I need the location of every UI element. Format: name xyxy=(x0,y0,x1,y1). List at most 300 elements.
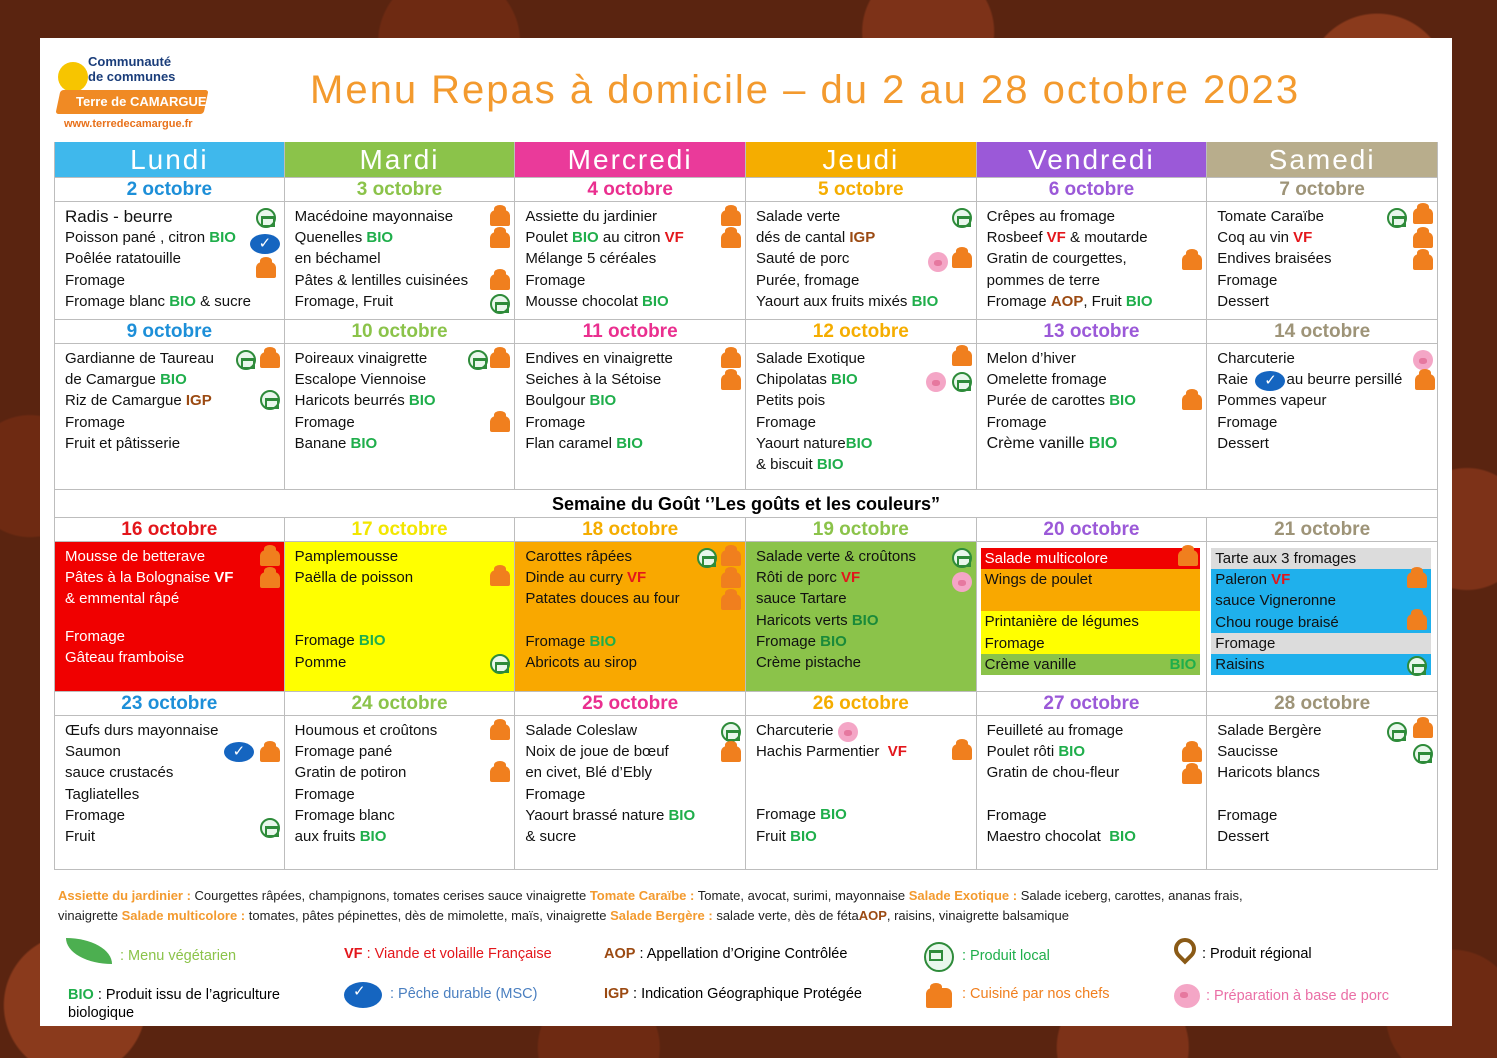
dish-text: Fromage xyxy=(986,292,1047,310)
chef-hat-icon xyxy=(721,550,741,566)
chef-hat-icon xyxy=(490,724,510,740)
legend-porc: : Préparation à base de porc xyxy=(1206,988,1389,1004)
dish xyxy=(987,390,1199,411)
menu-cell-17-oct xyxy=(285,542,516,692)
logo-url: www.terredecamargue.fr xyxy=(64,118,193,130)
date: 20 octobre xyxy=(977,518,1208,542)
date-row-1 xyxy=(54,178,1438,202)
date: 3 octobre xyxy=(285,178,516,202)
bio-tag: BIO xyxy=(911,292,939,310)
bio-tag: BIO xyxy=(366,229,394,247)
dish xyxy=(1217,227,1429,248)
bio-tag: BIO xyxy=(1109,827,1136,845)
bio-tag: BIO xyxy=(616,434,643,452)
day-jeudi: Jeudi xyxy=(746,142,977,178)
menu-row-2 xyxy=(54,344,1438,490)
vf-text: : Viande et volaille Française xyxy=(366,946,552,962)
legend-chef: : Cuisiné par nos chefs xyxy=(962,986,1110,1002)
menu-grid xyxy=(54,142,1438,870)
dish: Melon d’hiver xyxy=(986,350,1076,367)
bio-tag: BIO xyxy=(350,434,378,452)
dish-text: Rosbeef xyxy=(986,229,1043,247)
date: 12 octobre xyxy=(746,320,977,344)
chef-hat-icon xyxy=(1182,768,1202,784)
dish: Pâtes & lentilles cuisinées xyxy=(294,271,469,289)
basket-icon xyxy=(924,942,954,972)
date: 6 octobre xyxy=(977,178,1208,202)
chef-hat-icon xyxy=(260,572,280,588)
date: 25 octobre xyxy=(515,692,746,716)
bio-tag: BIO xyxy=(816,456,844,474)
dish: Gratin de courgettes, xyxy=(986,250,1127,268)
dish: Gratin de chou-fleur xyxy=(986,764,1120,782)
bio-tag: BIO xyxy=(572,229,599,247)
sun-icon xyxy=(58,62,88,92)
date: 28 octobre xyxy=(1207,692,1438,716)
dish: Printanière de légumes xyxy=(981,611,1201,632)
dish-text: Fromage xyxy=(525,632,586,650)
dish-text: Yaourt aux fruits mixés xyxy=(755,292,908,310)
basket-icon xyxy=(260,390,280,410)
dish: Pommes vapeur xyxy=(1217,392,1327,410)
def-text: tomates, pâtes pépinettes, dès de mimolette, maïs, vinaigrette xyxy=(248,908,607,923)
basket-icon xyxy=(697,548,717,568)
basket-icon xyxy=(1387,208,1407,228)
dish-spacer xyxy=(756,783,968,804)
dish: Fromage xyxy=(986,413,1047,431)
date: 14 octobre xyxy=(1207,320,1438,344)
leaf-icon xyxy=(66,938,112,964)
menu-sheet xyxy=(40,38,1452,1026)
dish: Charcuterie xyxy=(755,722,834,739)
menu-cell-14-oct xyxy=(1207,344,1438,490)
chef-hat-icon xyxy=(490,232,510,248)
dish xyxy=(756,631,968,652)
recipe-definitions xyxy=(58,886,1438,926)
dish: Endives en vinaigrette xyxy=(525,350,673,367)
dish: Carottes râpées xyxy=(525,548,633,565)
bio-tag: BIO xyxy=(820,632,847,650)
dish: Crêpes au fromage xyxy=(986,208,1116,225)
dish: Salade Exotique xyxy=(755,350,866,367)
dish-text: Haricots verts xyxy=(755,611,848,629)
dish xyxy=(295,390,507,411)
dish-text: au citron xyxy=(602,229,661,247)
chef-hat-icon xyxy=(260,352,280,368)
dish: Fruit xyxy=(65,828,95,846)
dish xyxy=(756,741,968,762)
menu-cell-20-oct xyxy=(977,542,1208,692)
dish: Fromage xyxy=(1211,633,1431,654)
vf-tag: VF xyxy=(1293,229,1313,247)
date: 10 octobre xyxy=(285,320,516,344)
dish: sauce crustacés xyxy=(65,764,174,782)
semaine-du-gout-banner: Semaine du Goût ‘’Les goûts et les couleurs” xyxy=(54,490,1438,518)
menu-cell-6-oct xyxy=(977,202,1208,320)
aop-code: AOP xyxy=(604,946,636,962)
bio-tag: BIO xyxy=(160,371,187,389)
bio-code: BIO xyxy=(68,987,94,1003)
dish: Salade Bergère xyxy=(1217,722,1322,739)
bio-tag: BIO xyxy=(668,806,696,824)
dish-spacer xyxy=(987,784,1199,805)
chef-hat-icon xyxy=(1182,746,1202,762)
dish-text: & sucre xyxy=(200,292,251,310)
menu-cell-16-oct xyxy=(54,542,285,692)
chef-hat-icon xyxy=(260,746,280,762)
dish xyxy=(756,454,968,475)
dish-text: Fromage xyxy=(755,806,816,824)
dish: Mousse de betterave xyxy=(65,548,206,565)
menu-cell-28-oct xyxy=(1207,716,1438,870)
dish xyxy=(295,227,507,248)
chef-hat-icon xyxy=(721,232,741,248)
dish-text: Hachis Parmentier xyxy=(755,743,880,761)
dish-text: Fromage blanc xyxy=(65,292,166,310)
menu-cell-12-oct xyxy=(746,344,977,490)
chef-hat-icon xyxy=(490,210,510,226)
dish xyxy=(987,227,1199,248)
bio-tag: BIO xyxy=(408,392,436,410)
date: 13 octobre xyxy=(977,320,1208,344)
dish: Fromage xyxy=(1217,413,1278,431)
menu-cell-7-oct xyxy=(1207,202,1438,320)
basket-icon xyxy=(260,818,280,838)
chef-hat-icon xyxy=(1413,232,1433,248)
date: 5 octobre xyxy=(746,178,977,202)
vf-tag: VF xyxy=(841,569,861,587)
dish xyxy=(525,390,737,411)
dish: Fromage xyxy=(525,271,586,289)
dish: & emmental râpé xyxy=(65,590,180,608)
dish: Fromage xyxy=(65,271,126,289)
dish-text: Mousse chocolat xyxy=(525,292,638,310)
dish: Saucisse xyxy=(1217,743,1279,761)
dish-spacer xyxy=(1217,784,1429,805)
dish: Endives braisées xyxy=(1217,250,1332,268)
bio-tag: BIO xyxy=(1109,392,1136,410)
basket-icon xyxy=(1407,656,1427,676)
pig-icon xyxy=(838,722,858,742)
dish-text: Fruit xyxy=(755,827,786,845)
bio-tag: BIO xyxy=(1169,655,1197,673)
dish xyxy=(525,567,737,588)
menu-row-4 xyxy=(54,716,1438,870)
date-row-3 xyxy=(54,518,1438,542)
page-title: Menu Repas à domicile – du 2 au 28 octobre 2023 xyxy=(310,68,1301,112)
bio-tag: BIO xyxy=(589,392,617,410)
chef-hat-icon xyxy=(490,352,510,368)
dish: Raisins xyxy=(1211,654,1431,675)
bio-tag: BIO xyxy=(642,292,669,310)
dish-text: Boulgour xyxy=(525,392,586,410)
msc-fish-icon xyxy=(250,234,280,254)
dish-text: & biscuit xyxy=(755,456,813,474)
dish: Salade multicolore xyxy=(981,548,1201,569)
basket-icon xyxy=(952,548,972,568)
dish xyxy=(295,433,507,454)
dish: Crème pistache xyxy=(755,654,862,672)
dish: sauce Vigneronne xyxy=(1211,590,1431,611)
chef-hat-icon xyxy=(721,210,741,226)
dish xyxy=(295,630,507,651)
dish xyxy=(525,631,737,652)
dish xyxy=(981,654,1201,675)
dish: Petits pois xyxy=(755,392,826,410)
dish xyxy=(525,291,737,312)
logo-brand: Terre de CAMARGUE xyxy=(76,94,207,109)
dish: Omelette fromage xyxy=(986,371,1107,389)
legend-vf xyxy=(344,946,552,962)
chef-hat-icon xyxy=(721,572,741,588)
bio-tag: BIO xyxy=(845,434,873,452)
dish xyxy=(65,390,276,411)
dish: Œufs durs mayonnaise xyxy=(65,722,219,739)
chef-hat-icon xyxy=(1178,550,1198,566)
date-row-4 xyxy=(54,692,1438,716)
aop-tag: AOP xyxy=(1050,292,1084,310)
dish: Dessert xyxy=(1217,827,1269,845)
dish-text: , Fruit xyxy=(1083,292,1122,310)
dish: Purée, fromage xyxy=(755,271,860,289)
menu-cell-26-oct xyxy=(746,716,977,870)
dish xyxy=(987,741,1199,762)
chef-hat-icon xyxy=(1415,374,1435,390)
chef-hat-icon xyxy=(1407,572,1427,588)
basket-icon xyxy=(952,208,972,228)
dish: Seiches à la Sétoise xyxy=(525,371,662,389)
day-samedi: Samedi xyxy=(1207,142,1438,178)
dish: Paëlla de poisson xyxy=(294,569,414,587)
dish-text: Riz de Camargue xyxy=(65,392,182,410)
dish xyxy=(525,805,737,826)
pig-icon xyxy=(1174,984,1200,1008)
dish: Saumon xyxy=(65,743,121,761)
dish: Gâteau framboise xyxy=(65,648,185,666)
vf-tag: VF xyxy=(664,229,684,247)
legend-aop xyxy=(604,946,847,962)
basket-icon xyxy=(256,208,276,228)
dish-text: dés de cantal xyxy=(755,229,846,247)
dish-text: Poisson pané , citron xyxy=(65,229,206,247)
menu-cell-27-oct xyxy=(977,716,1208,870)
bio-text: : Produit issu de l’agriculture xyxy=(97,987,280,1003)
dish xyxy=(65,227,276,248)
bio-tag: BIO xyxy=(1088,434,1118,452)
dish-text: Purée de carottes xyxy=(986,392,1106,410)
dish xyxy=(1217,369,1429,390)
menu-cell-13-oct xyxy=(977,344,1208,490)
basket-icon xyxy=(1387,722,1407,742)
basket-icon xyxy=(490,654,510,674)
dish-text: Maestro chocolat xyxy=(986,827,1101,845)
def-label: Salade multicolore : xyxy=(121,908,246,923)
dish-text: Chipolatas xyxy=(755,371,827,389)
day-mercredi: Mercredi xyxy=(515,142,746,178)
dish: & sucre xyxy=(525,828,577,846)
menu-cell-25-oct xyxy=(515,716,746,870)
dish: Fromage xyxy=(294,785,355,803)
basket-icon xyxy=(721,722,741,742)
dish-text: Banane xyxy=(294,434,347,452)
dish: Charcuterie xyxy=(1217,350,1295,367)
dish: Fromage xyxy=(65,627,126,645)
dish: Salade Coleslaw xyxy=(525,722,638,739)
day-mardi: Mardi xyxy=(285,142,516,178)
menu-cell-2-oct xyxy=(54,202,285,320)
dish: en civet, Blé d’Ebly xyxy=(525,764,653,782)
dish: Abricots au sirop xyxy=(525,653,638,671)
igp-tag: IGP xyxy=(849,229,876,247)
dish-text: Quenelles xyxy=(294,229,363,247)
chef-hat-icon xyxy=(1413,208,1433,224)
dish xyxy=(987,291,1199,312)
dish: sauce Tartare xyxy=(755,590,847,608)
basket-icon xyxy=(490,294,510,314)
date: 17 octobre xyxy=(285,518,516,542)
chef-hat-icon xyxy=(1182,254,1202,270)
basket-icon xyxy=(468,350,488,370)
menu-cell-21-oct xyxy=(1207,542,1438,692)
date: 23 octobre xyxy=(54,692,285,716)
dish: Escalope Viennoise xyxy=(294,371,427,389)
date-row-2 xyxy=(54,320,1438,344)
basket-icon xyxy=(236,350,256,370)
msc-fish-icon xyxy=(344,982,382,1008)
dish: Fromage blanc xyxy=(294,806,395,824)
dish xyxy=(295,826,507,847)
date: 11 octobre xyxy=(515,320,746,344)
def-text: Salade iceberg, carottes, ananas frais, xyxy=(1020,888,1243,903)
dish: Fromage xyxy=(294,413,355,431)
dish xyxy=(65,291,276,312)
dish: Fromage xyxy=(525,413,586,431)
bio-tag: BIO xyxy=(1125,292,1153,310)
aop-tag: AOP xyxy=(858,908,887,923)
igp-text: : Indication Géographique Protégée xyxy=(633,986,862,1002)
dish-text: Coq au vin xyxy=(1217,229,1289,247)
dish: Fruit et pâtisserie xyxy=(65,434,181,452)
dish: Tomate Caraïbe xyxy=(1217,208,1325,225)
dish: Fromage xyxy=(65,413,126,431)
menu-cell-18-oct xyxy=(515,542,746,692)
dish: Dessert xyxy=(1217,434,1269,452)
dish xyxy=(987,433,1199,454)
chef-hat-icon xyxy=(256,262,276,278)
dish-text: Fromage xyxy=(755,632,816,650)
dish: Gardianne de Taureau xyxy=(65,350,215,367)
menu-cell-9-oct xyxy=(54,344,285,490)
menu-cell-19-oct xyxy=(746,542,977,692)
dish xyxy=(65,567,276,588)
legend-regional: : Produit régional xyxy=(1202,946,1312,962)
bio-tag: BIO xyxy=(1058,743,1086,761)
chef-hat-icon xyxy=(260,550,280,566)
dish: Feuilleté au fromage xyxy=(986,722,1124,739)
bio-tag: BIO xyxy=(790,827,817,845)
menu-row-3 xyxy=(54,542,1438,692)
dish-text: aux fruits xyxy=(294,828,356,846)
dish: Fromage xyxy=(65,806,126,824)
date: 7 octobre xyxy=(1207,178,1438,202)
dish: Radis - beurre xyxy=(65,207,173,226)
dish-text: Paleron xyxy=(1215,571,1267,589)
dish xyxy=(65,369,276,390)
dish xyxy=(756,804,968,825)
menu-cell-5-oct xyxy=(746,202,977,320)
chef-hat-icon xyxy=(1182,394,1202,410)
def-text: vinaigrette xyxy=(58,908,118,923)
dish xyxy=(756,826,968,847)
dish: Haricots blancs xyxy=(1217,764,1320,782)
menu-cell-11-oct xyxy=(515,344,746,490)
dish: Poireaux vinaigrette xyxy=(294,350,428,367)
menu-row-1 xyxy=(54,202,1438,320)
legend-igp xyxy=(604,986,862,1002)
date: 26 octobre xyxy=(746,692,977,716)
menu-cell-10-oct xyxy=(285,344,516,490)
date: 16 octobre xyxy=(54,518,285,542)
day-lundi: Lundi xyxy=(54,142,285,178)
dish-text: Poulet xyxy=(525,229,568,247)
dish: Fromage xyxy=(1217,271,1278,289)
date: 19 octobre xyxy=(746,518,977,542)
dish-text: Yaourt brassé nature xyxy=(525,806,665,824)
bio-tag: BIO xyxy=(851,611,879,629)
dish-text: Dinde au curry xyxy=(525,569,623,587)
bio-tag: BIO xyxy=(589,632,617,650)
logo xyxy=(54,52,224,136)
chef-hat-icon xyxy=(1413,722,1433,738)
dish-text: Haricots beurrés xyxy=(294,392,405,410)
basket-icon xyxy=(1413,744,1433,764)
def-text: , raisins, vinaigrette balsamique xyxy=(886,908,1069,923)
vf-tag: VF xyxy=(627,569,647,587)
dish: Sauté de porc xyxy=(755,250,850,268)
dish: Salade verte xyxy=(755,208,841,225)
dish: Poêlée ratatouille xyxy=(65,250,181,268)
dish-text: Flan caramel xyxy=(525,434,613,452)
dish-text: au beurre persillé xyxy=(1286,371,1403,389)
dish xyxy=(525,433,737,454)
date: 27 octobre xyxy=(977,692,1208,716)
def-text: salade verte, dès de féta xyxy=(716,908,859,923)
dish: Pomme xyxy=(294,653,347,671)
dish: Tagliatelles xyxy=(65,785,140,803)
pig-icon xyxy=(926,372,946,392)
legend-veg: : Menu végétarien xyxy=(120,948,237,964)
date: 9 octobre xyxy=(54,320,285,344)
basket-icon xyxy=(952,372,972,392)
dish-text: Raie xyxy=(1217,371,1249,389)
chef-hat-icon xyxy=(926,988,952,1008)
dish-text: Crème vanille xyxy=(984,655,1077,673)
aop-text: : Appellation d’Origine Contrôlée xyxy=(639,946,848,962)
vf-code: VF xyxy=(344,946,363,962)
logo-line-1: Communauté xyxy=(88,54,172,69)
chef-hat-icon xyxy=(490,570,510,586)
dish: Noix de joue de bœuf xyxy=(525,743,669,761)
chef-hat-icon xyxy=(1413,254,1433,270)
vf-tag: VF xyxy=(214,569,234,587)
def-label: Salade Bergère : xyxy=(610,908,713,923)
dish-text: Crème vanille xyxy=(986,434,1085,452)
dish xyxy=(756,567,968,588)
menu-cell-3-oct xyxy=(285,202,516,320)
dish xyxy=(756,610,968,631)
dish: Fromage xyxy=(525,785,586,803)
chef-hat-icon xyxy=(490,766,510,782)
